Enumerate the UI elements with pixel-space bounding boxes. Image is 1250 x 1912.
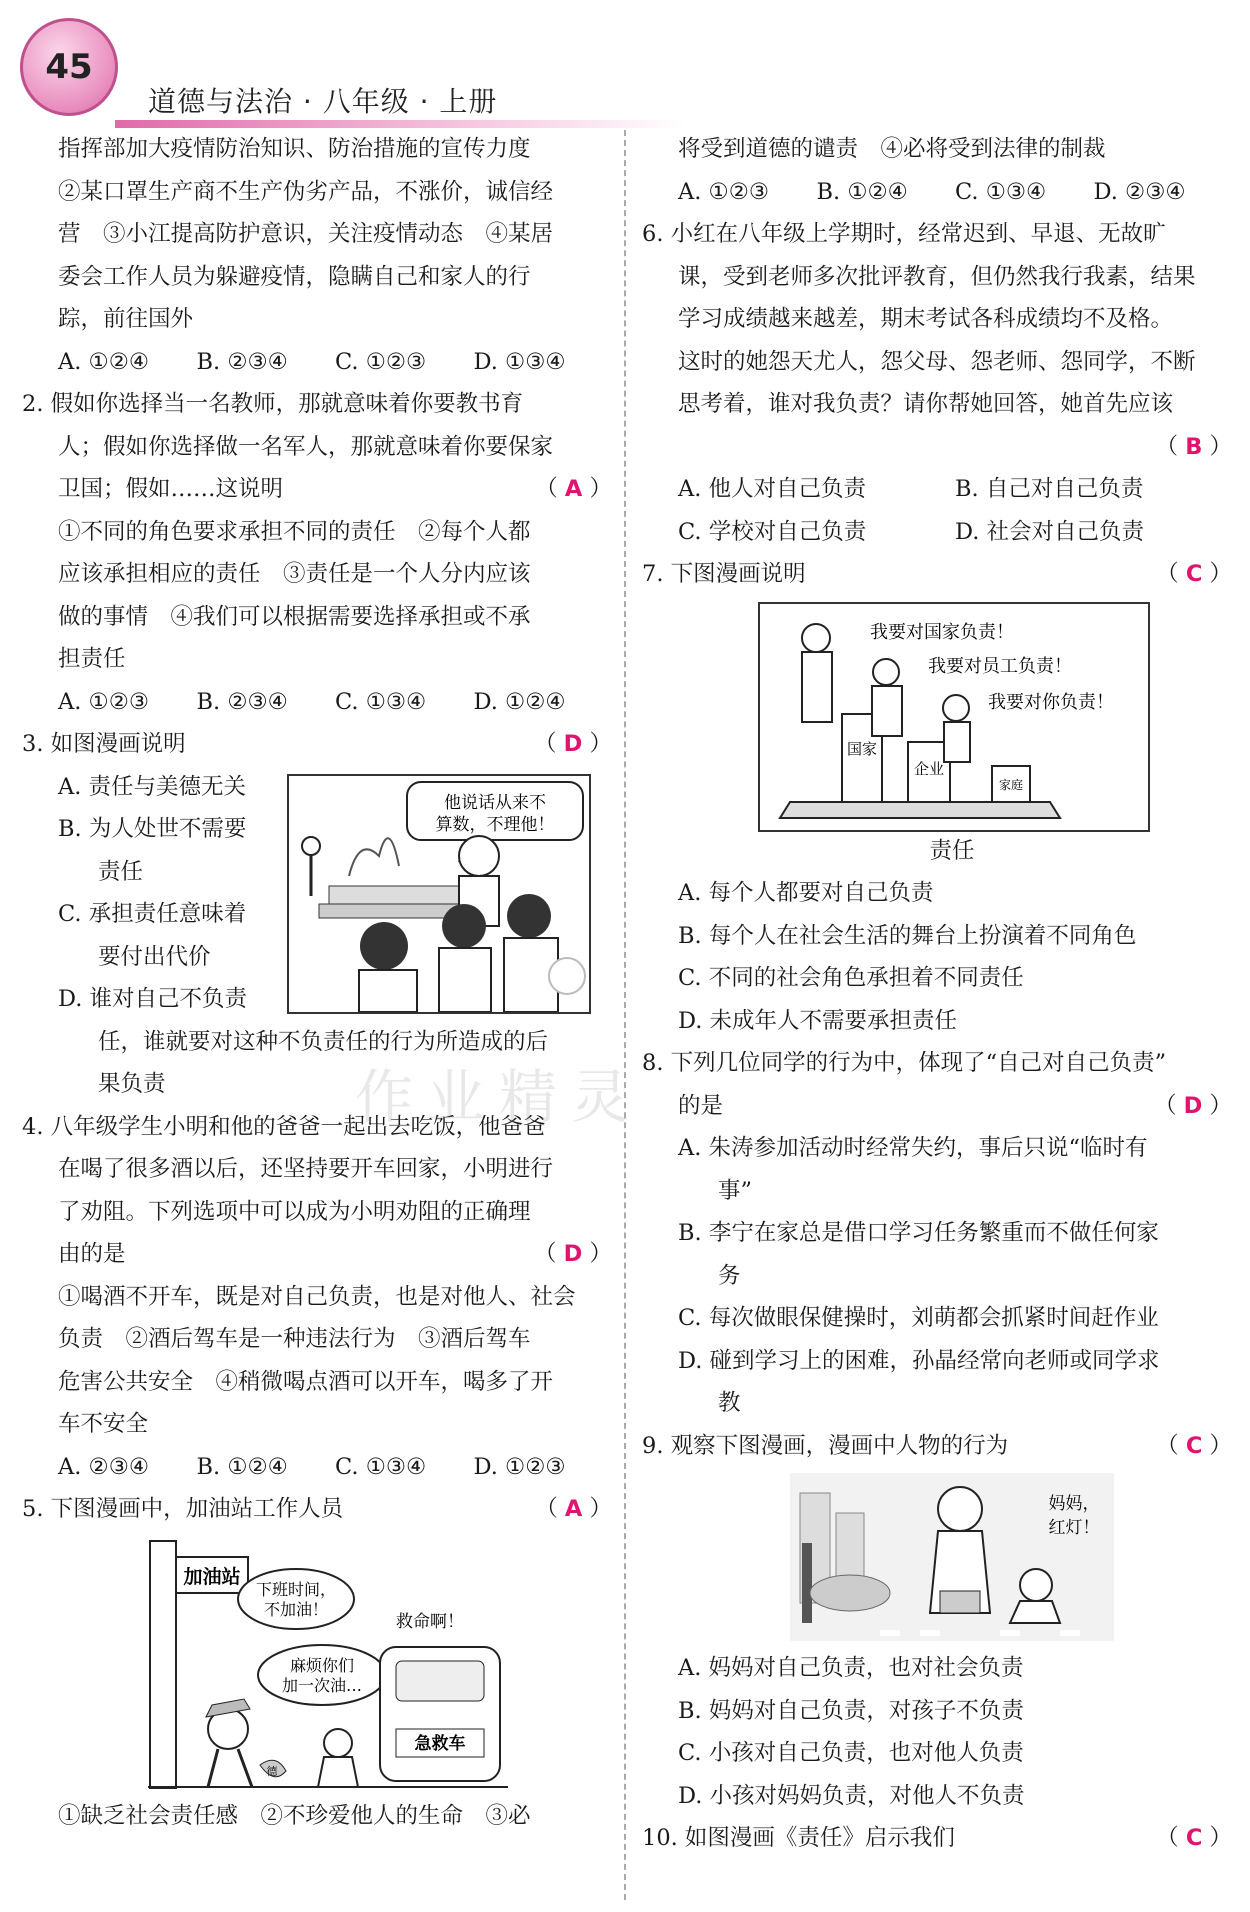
q9-stem: 9. 观察下图漫画，漫画中人物的行为 xyxy=(642,1432,1009,1459)
option: C. 学校对自己负责 xyxy=(678,518,867,545)
q8-stem-row xyxy=(642,1085,1232,1128)
answer-slot: （ A ） xyxy=(535,476,612,502)
option: B. 自己对自己负责 xyxy=(955,476,1144,502)
q6-stem: 学习成绩越来越差，期末考试各科成绩均不及格。 xyxy=(678,306,1174,332)
option: C. ①③④ xyxy=(335,1453,427,1480)
q10-stem: 10. 如图漫画《责任》启示我们 xyxy=(642,1825,955,1851)
q5-answer: A xyxy=(564,1496,583,1522)
q7-speech: 我要对员工负责！ xyxy=(928,655,1072,677)
q9-stem-row xyxy=(642,1425,1232,1468)
q2-answer: A xyxy=(564,476,583,502)
q2-item: 担责任 xyxy=(58,646,126,672)
answer-slot: （ B ） xyxy=(1155,433,1232,460)
q5-bag-text: 德 xyxy=(266,1764,278,1778)
q9-bubble-line: 红灯！ xyxy=(1048,1518,1100,1538)
option: A. ①②③ xyxy=(58,688,150,715)
q5-stem: 5. 下图漫画中，加油站工作人员 xyxy=(22,1496,344,1522)
q3-cont: 任，谁就要对这种不负责任的行为所造成的后 xyxy=(98,1028,549,1055)
q3-cartoon xyxy=(287,774,591,1014)
option: B. ①②④ xyxy=(816,178,908,205)
q8-answer: D xyxy=(1183,1092,1203,1119)
option: B. ①②④ xyxy=(196,1453,288,1480)
q5-shout-text: 救命啊！ xyxy=(396,1611,464,1632)
q2-options xyxy=(22,681,612,724)
option: D. ①③④ xyxy=(473,348,566,375)
q3-answer: D xyxy=(563,731,583,757)
option: C. 每次做眼保健操时，刘萌都会抓紧时间赶作业 xyxy=(678,1305,1159,1331)
q5-cont: 将受到道德的谴责 ④必将受到法律的制裁 xyxy=(678,136,1106,162)
answer-slot: （ C ） xyxy=(1156,1825,1232,1851)
q7-stem-row xyxy=(642,553,1232,596)
q5-items: ①缺乏社会责任感 ②不珍爱他人的生命 ③必 xyxy=(58,1802,531,1829)
q7-stem: 7. 下图漫画说明 xyxy=(642,561,806,587)
option: D. 社会对自己负责 xyxy=(955,518,1145,545)
option: C. ①②③ xyxy=(335,348,427,375)
q1-line: 委会工作人员为躲避疫情，隐瞒自己和家人的行 xyxy=(58,263,531,290)
option: B. ②③④ xyxy=(196,688,288,715)
answer-slot: （ C ） xyxy=(1156,561,1232,587)
q1-options xyxy=(22,341,612,384)
q5-cartoon-drawing xyxy=(148,1537,508,1789)
book-title: 道德与法治 · 八年级 · 上册 xyxy=(148,85,498,118)
q7-caption: 责任 xyxy=(929,837,975,864)
q1-line: 踪，前往国外 xyxy=(58,306,194,332)
q4-item: ①喝酒不开车，既是对自己负责，也是对他人、社会 xyxy=(58,1283,576,1310)
q5-bubble2-line: 麻烦你们 xyxy=(289,1655,355,1675)
q3-cartoon-drawing xyxy=(289,776,589,1012)
q10-stem-row xyxy=(642,1817,1232,1860)
option: A. 责任与美德无关 xyxy=(58,773,247,800)
q4-stem-row xyxy=(22,1233,612,1276)
q4-options xyxy=(22,1446,612,1489)
q3-stem: 3. 如图漫画说明 xyxy=(22,731,186,757)
q7-label: 家庭 xyxy=(998,777,1024,792)
page-header xyxy=(20,18,1230,130)
q7-cartoon xyxy=(758,602,1150,832)
answer-slot: （ C ） xyxy=(1156,1432,1232,1459)
option: D. 碰到学习上的困难，孙晶经常向老师或同学求 xyxy=(678,1347,1160,1374)
option: A. 妈妈对自己负责，也对社会负责 xyxy=(678,1655,1024,1681)
option: C. ①③④ xyxy=(955,178,1047,205)
header-rule xyxy=(115,120,685,128)
q2-stem: 卫国；假如……这说明 xyxy=(58,476,284,502)
q6-stem: 6. 小红在八年级上学期时，经常迟到、早退、无故旷 xyxy=(642,221,1166,247)
q5-bubble2-line: 加一次油… xyxy=(281,1675,363,1695)
q2-stem: 2. 假如你选择当一名教师，那就意味着你要教书育 xyxy=(22,391,524,417)
q6-options xyxy=(642,468,1232,511)
q5-stem-row xyxy=(22,1488,612,1531)
q4-stem: 在喝了很多酒以后，还坚持要开车回家，小明进行 xyxy=(58,1156,554,1182)
q5-bubble1-line: 下班时间， xyxy=(255,1579,337,1599)
q9-bubble-line: 妈妈， xyxy=(1048,1494,1100,1514)
option: B. 李宁在家总是借口学习任务繁重而不做任何家 xyxy=(678,1220,1159,1246)
option: B. 为人处世不需要 xyxy=(58,816,247,842)
page-number: 45 xyxy=(45,47,93,87)
q6-answer-row xyxy=(642,426,1232,469)
q3-cont: 果负责 xyxy=(98,1071,166,1097)
option: A. 朱涛参加活动时经常失约，事后只说“临时有 xyxy=(678,1135,1148,1161)
q2-stem: 人；假如你选择做一名军人，那就意味着你要保家 xyxy=(58,433,554,460)
q4-answer: D xyxy=(563,1241,583,1267)
q2-item: ①不同的角色要求承担不同的责任 ②每个人都 xyxy=(58,518,531,545)
right-column xyxy=(642,128,1232,1860)
q6-stem: 思考着，谁对我负责？请你帮她回答，她首先应该 xyxy=(678,391,1174,417)
q5-van-text: 急救车 xyxy=(414,1733,466,1754)
q4-item: 车不安全 xyxy=(58,1411,149,1437)
option: D. 谁对自己不负责 xyxy=(58,986,248,1012)
q2-item: 应该承担相应的责任 ③责任是一个人分内应该 xyxy=(58,561,531,587)
q1-line: 指挥部加大疫情防治知识、防治措施的宣传力度 xyxy=(58,136,531,162)
option: 要付出代价 xyxy=(98,943,211,970)
q7-answer: C xyxy=(1185,561,1203,587)
q6-stem: 这时的她怨天尤人，怨父母、怨老师、怨同学，不断 xyxy=(678,348,1196,375)
q4-item: 危害公共安全 ④稍微喝点酒可以开车，喝多了开 xyxy=(58,1368,554,1395)
q6-answer: B xyxy=(1185,433,1203,460)
q3-options xyxy=(22,766,267,1021)
option: B. 每个人在社会生活的舞台上扮演着不同角色 xyxy=(678,922,1137,949)
answer-slot: （ D ） xyxy=(534,731,612,757)
q9-cartoon-drawing xyxy=(790,1473,1114,1641)
q3-bubble-line: 他说话从来不 xyxy=(444,792,546,813)
option: C. 承担责任意味着 xyxy=(58,901,247,927)
option: D. 未成年人不需要承担责任 xyxy=(678,1007,958,1034)
option: A. ②③④ xyxy=(58,1453,150,1480)
q6-stem: 课，受到老师多次批评教育，但仍然我行我素，结果 xyxy=(678,263,1196,290)
q8-stem: 8. 下列几位同学的行为中，体现了“自己对自己负责” xyxy=(642,1050,1167,1076)
left-column xyxy=(22,128,612,1837)
option: A. 他人对自己负责 xyxy=(678,476,867,502)
option: C. 小孩对自己负责，也对他人负责 xyxy=(678,1740,1024,1766)
option: 事” xyxy=(718,1177,753,1204)
q9-answer: C xyxy=(1185,1432,1203,1459)
option: C. ①③④ xyxy=(335,688,427,715)
q3-stem-row xyxy=(22,723,612,766)
watermark: 作业精灵 xyxy=(355,1063,644,1131)
option: A. ①②③ xyxy=(678,178,770,205)
q2-stem-row xyxy=(22,468,612,511)
option: B. 妈妈对自己负责，对孩子不负责 xyxy=(678,1697,1024,1724)
q4-stem: 4. 八年级学生小明和他的爸爸一起出去吃饭，他爸爸 xyxy=(22,1113,546,1140)
option: B. ②③④ xyxy=(196,348,288,375)
q1-line: ②某口罩生产商不生产伪劣产品，不涨价，诚信经 xyxy=(58,178,554,205)
q4-stem: 了劝阻。下列选项中可以成为小明劝阻的正确理 xyxy=(58,1198,531,1225)
q1-line: 营 ③小江提高防护意识，关注疫情动态 ④某居 xyxy=(58,221,554,247)
q7-label: 企业 xyxy=(913,759,945,778)
option: 教 xyxy=(718,1390,741,1416)
option: A. ①②④ xyxy=(58,348,150,375)
option: D. ①②④ xyxy=(473,688,566,715)
option: D. ②③④ xyxy=(1093,178,1186,205)
q5-options xyxy=(642,171,1232,214)
q6-options xyxy=(642,511,1232,554)
q7-cartoon-drawing xyxy=(760,604,1148,830)
q7-speech: 我要对国家负责！ xyxy=(870,621,1014,643)
q5-sign-text: 加油站 xyxy=(183,1565,241,1588)
q3-body xyxy=(22,766,612,1021)
q8-stem: 的是 xyxy=(678,1092,724,1119)
q4-item: 负责 ②酒后驾车是一种违法行为 ③酒后驾车 xyxy=(58,1326,531,1352)
option: D. 小孩对妈妈负责，对他人不负责 xyxy=(678,1782,1025,1809)
answer-slot: （ A ） xyxy=(535,1496,612,1522)
q4-stem: 由的是 xyxy=(58,1241,126,1267)
q9-cartoon xyxy=(790,1473,1114,1641)
option: 务 xyxy=(718,1262,741,1289)
page-number-badge xyxy=(20,18,118,116)
option: 责任 xyxy=(98,858,144,885)
q5-bubble1-line: 不加油！ xyxy=(263,1599,329,1619)
answer-slot: （ D ） xyxy=(1154,1092,1232,1119)
option: D. ①②③ xyxy=(473,1453,566,1480)
q10-answer: C xyxy=(1185,1825,1203,1851)
q3-bubble-line: 算数，不理他！ xyxy=(435,814,555,835)
column-divider xyxy=(624,130,626,1900)
q7-label: 国家 xyxy=(846,739,878,758)
q5-cartoon xyxy=(148,1537,508,1789)
answer-slot: （ D ） xyxy=(534,1241,612,1267)
q7-speech: 我要对你负责！ xyxy=(988,691,1114,713)
q2-item: 做的事情 ④我们可以根据需要选择承担或不承 xyxy=(58,603,531,630)
option: C. 不同的社会角色承担着不同责任 xyxy=(678,965,1024,991)
option: A. 每个人都要对自己负责 xyxy=(678,880,934,906)
